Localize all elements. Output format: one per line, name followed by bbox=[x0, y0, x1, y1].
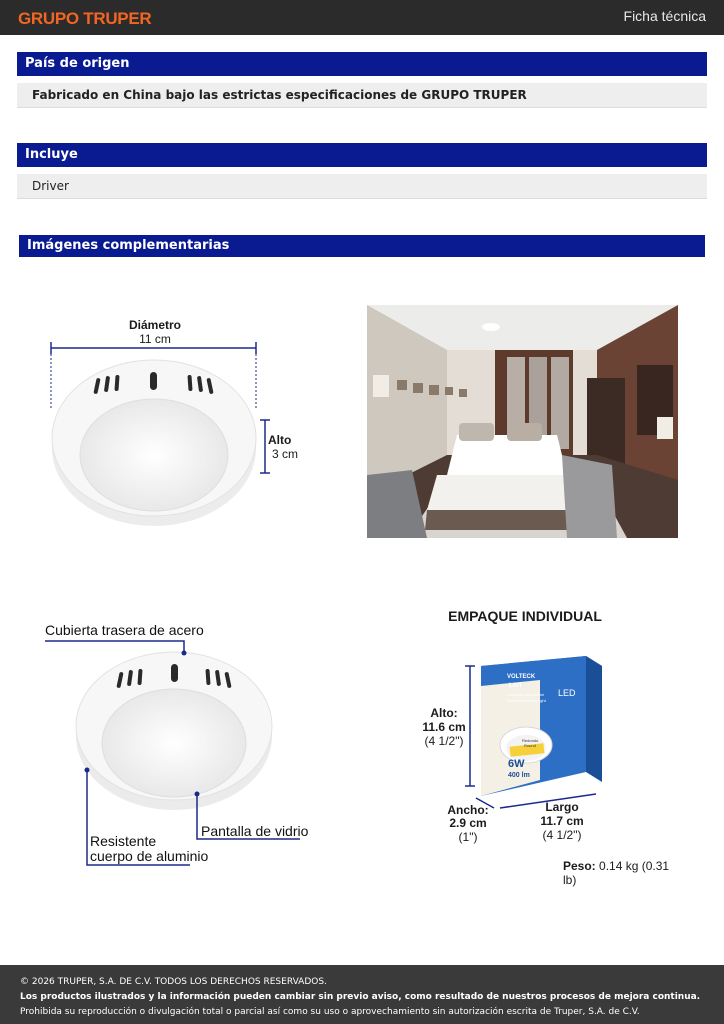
light-fixture-parts-drawing bbox=[40, 610, 320, 880]
package-ancho-inches: (1") bbox=[458, 830, 478, 844]
top-bar bbox=[0, 0, 724, 35]
box-desc2: Recessed ceiling light bbox=[507, 698, 546, 703]
package-alto-inches: (4 1/2") bbox=[424, 734, 464, 748]
footer-notice: Los productos ilustrados y la información pueden cambiar sin previo aviso, como resultado de nuestros procesos de mejora continua. bbox=[20, 992, 701, 1002]
box-line: LAIT bbox=[509, 683, 523, 689]
box-lumens: 400 lm bbox=[508, 772, 530, 779]
callout-back-cover: Cubierta trasera de acero bbox=[45, 622, 204, 638]
package-largo-value: 11.7 cm bbox=[540, 814, 584, 828]
package-ancho-value: 2.9 cm bbox=[449, 816, 487, 830]
package-weight: Peso: 0.14 kg (0.31 lb) bbox=[563, 859, 670, 887]
box-watts: 6W bbox=[508, 758, 525, 770]
diameter-value: 11 cm bbox=[139, 332, 171, 346]
box-tag1: Redondo bbox=[522, 738, 539, 743]
footer-legal: Prohibida su reproducción o divulgación total o parcial así como su uso o aprovechamiento sin autorización escrita de Truper, S.A. de C.V. bbox=[20, 1007, 640, 1017]
light-fixture-dimension-drawing bbox=[40, 300, 320, 540]
footer-copyright: © 2026 TRUPER, S.A. DE C.V. TODOS LOS DERECHOS RESERVADOS. bbox=[20, 977, 327, 987]
package-alto-value: 11.6 cm bbox=[422, 720, 466, 734]
package-figure bbox=[400, 600, 700, 890]
package-alto-label: Alto: bbox=[430, 706, 458, 720]
parts-figure bbox=[40, 610, 320, 880]
section-heading-includes: Incluye bbox=[17, 143, 707, 167]
page-title: Ficha técnica bbox=[623, 8, 706, 24]
bedroom-scene bbox=[367, 305, 678, 538]
package-title: EMPAQUE INDIVIDUAL bbox=[448, 608, 602, 624]
bedroom-photo bbox=[367, 305, 678, 538]
box-brand: VOLTECK bbox=[507, 674, 536, 680]
height-value: 3 cm bbox=[272, 447, 299, 461]
package-ancho-label: Ancho: bbox=[447, 803, 489, 817]
package-largo-label: Largo bbox=[545, 800, 579, 814]
callout-body-line2: cuerpo de aluminio bbox=[90, 848, 209, 864]
dimensions-figure bbox=[40, 300, 320, 540]
package-largo-inches: (4 1/2") bbox=[542, 828, 582, 842]
box-led: LED bbox=[558, 688, 576, 698]
footer bbox=[0, 965, 724, 1024]
section-text-includes: Driver bbox=[17, 174, 707, 199]
callout-glass-screen: Pantalla de vidrio bbox=[201, 823, 309, 839]
truper-logo: GRUPO TRUPER bbox=[18, 9, 152, 28]
box-desc1: Luminario tipo plafón bbox=[507, 692, 545, 697]
section-text-origin: Fabricado en China bajo las estrictas especificaciones de GRUPO TRUPER bbox=[17, 83, 707, 108]
box-tag2: Round bbox=[524, 743, 536, 748]
callout-body-line1: Resistente bbox=[90, 833, 157, 849]
section-heading-images: Imágenes complementarias bbox=[19, 235, 705, 257]
diameter-label: Diámetro bbox=[128, 318, 181, 332]
section-heading-origin: País de origen bbox=[17, 52, 707, 76]
height-label: Alto bbox=[268, 433, 292, 447]
